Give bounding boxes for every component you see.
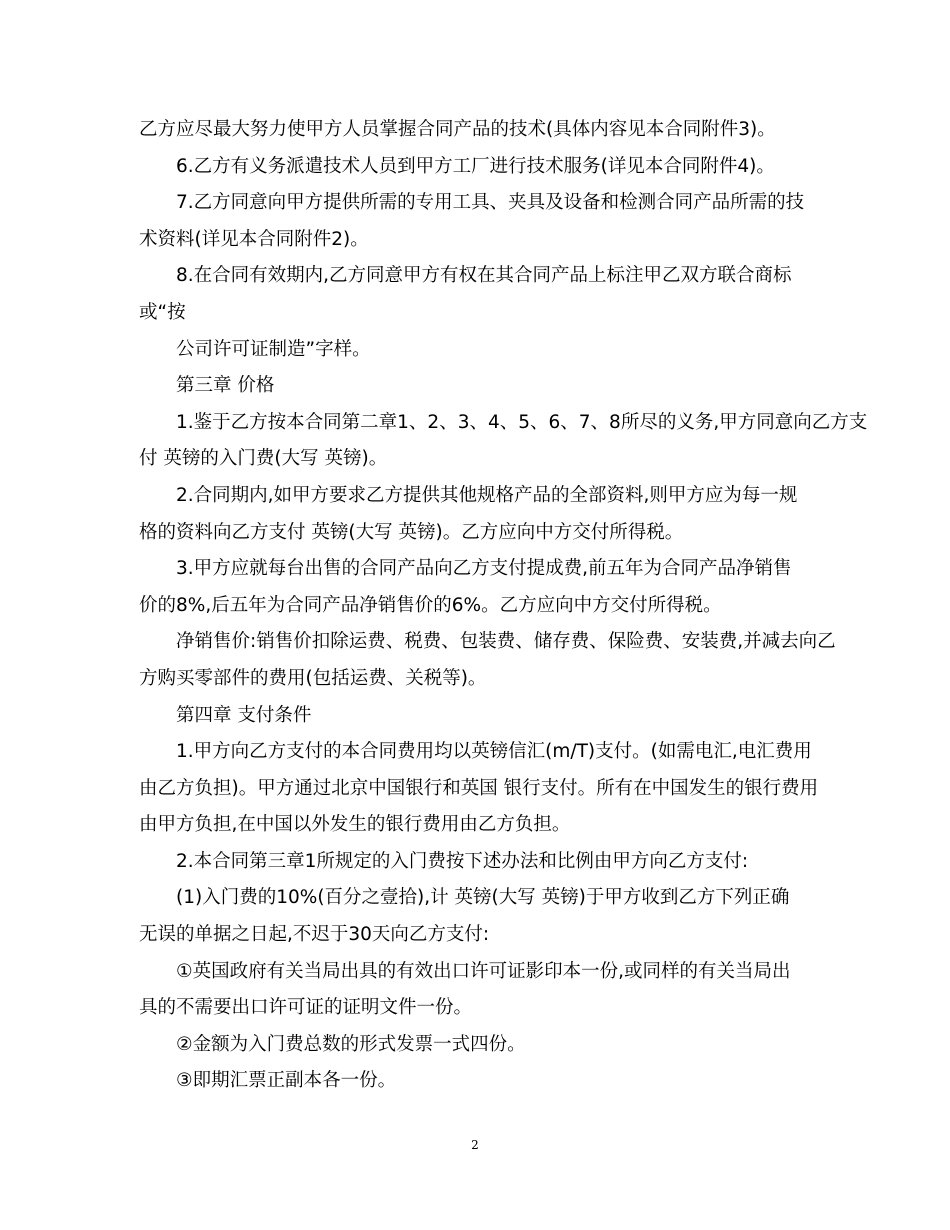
text-line: 第三章 价格 xyxy=(176,375,275,397)
document-body xyxy=(139,112,868,1100)
text-line: 2.本合同第三章1所规定的入门费按下述办法和比例由甲方向乙方支付: xyxy=(176,850,749,872)
text-line: 8.在合同有效期内,乙方同意甲方有权在其合同产品上标注甲乙双方联合商标 xyxy=(176,265,792,287)
text-line: 无误的单据之日起,不迟于30天向乙方支付: xyxy=(139,924,490,946)
text-line: 方购买零部件的费用(包括运费、关税等)。 xyxy=(139,667,487,689)
text-line: 术资料(详见本合同附件2)。 xyxy=(139,228,369,250)
text-line: 具的不需要出口许可证的证明文件一份。 xyxy=(139,997,473,1019)
text-line: 7.乙方同意向甲方提供所需的专用工具、夹具及设备和检测合同产品所需的技 xyxy=(176,192,805,214)
text-line: 3.甲方应就每台出售的合同产品向乙方支付提成费,前五年为合同产品净销售 xyxy=(176,558,792,580)
text-line: 6.乙方有义务派遣技术人员到甲方工厂进行技术服务(详见本合同附件4)。 xyxy=(176,155,775,177)
text-line: 公司许可证制造”字样。 xyxy=(176,338,371,360)
text-line: 由甲方负担,在中国以外发生的银行费用由乙方负担。 xyxy=(139,814,571,836)
text-line: 价的8%,后五年为合同产品净销售价的6%。乙方应向中方交付所得税。 xyxy=(139,594,722,616)
text-line: 2.合同期内,如甲方要求乙方提供其他规格产品的全部资料,则甲方应为每一规 xyxy=(176,484,798,506)
text-line: 由乙方负担)。甲方通过北京中国银行和英国 银行支付。所有在中国发生的银行费用 xyxy=(139,777,819,799)
text-line: 1.甲方向乙方支付的本合同费用均以英镑信汇(m/T)支付。(如需电汇,电汇费用 xyxy=(176,741,812,763)
text-line: ①英国政府有关当局出具的有效出口许可证影印本一份,或同样的有关当局出 xyxy=(176,960,791,982)
text-line: ③即期汇票正副本各一份。 xyxy=(176,1070,397,1092)
page-number: 2 xyxy=(471,1138,479,1152)
text-line: 乙方应尽最大努力使甲方人员掌握合同产品的技术(具体内容见本合同附件3)。 xyxy=(139,119,776,140)
text-line: (1)入门费的10%(百分之壹拾),计 英镑(大写 英镑)于甲方收到乙方下列正确 xyxy=(176,887,790,909)
text-line: 格的资料向乙方支付 英镑(大写 英镑)。乙方应向中方交付所得税。 xyxy=(139,521,684,543)
text-line: 1.鉴于乙方按本合同第二章1、2、3、4、5、6、7、8所尽的义务,甲方同意向乙方支 xyxy=(176,411,868,433)
text-line: 付 英镑的入门费(大写 英镑)。 xyxy=(139,448,388,470)
text-line: ②金额为入门费总数的形式发票一式四份。 xyxy=(176,1033,526,1055)
text-line: 第四章 支付条件 xyxy=(176,704,312,726)
text-line: 净销售价:销售价扣除运费、税费、包装费、储存费、保险费、安装费,并减去向乙 xyxy=(176,631,836,653)
text-line: 或“按 xyxy=(139,301,186,323)
